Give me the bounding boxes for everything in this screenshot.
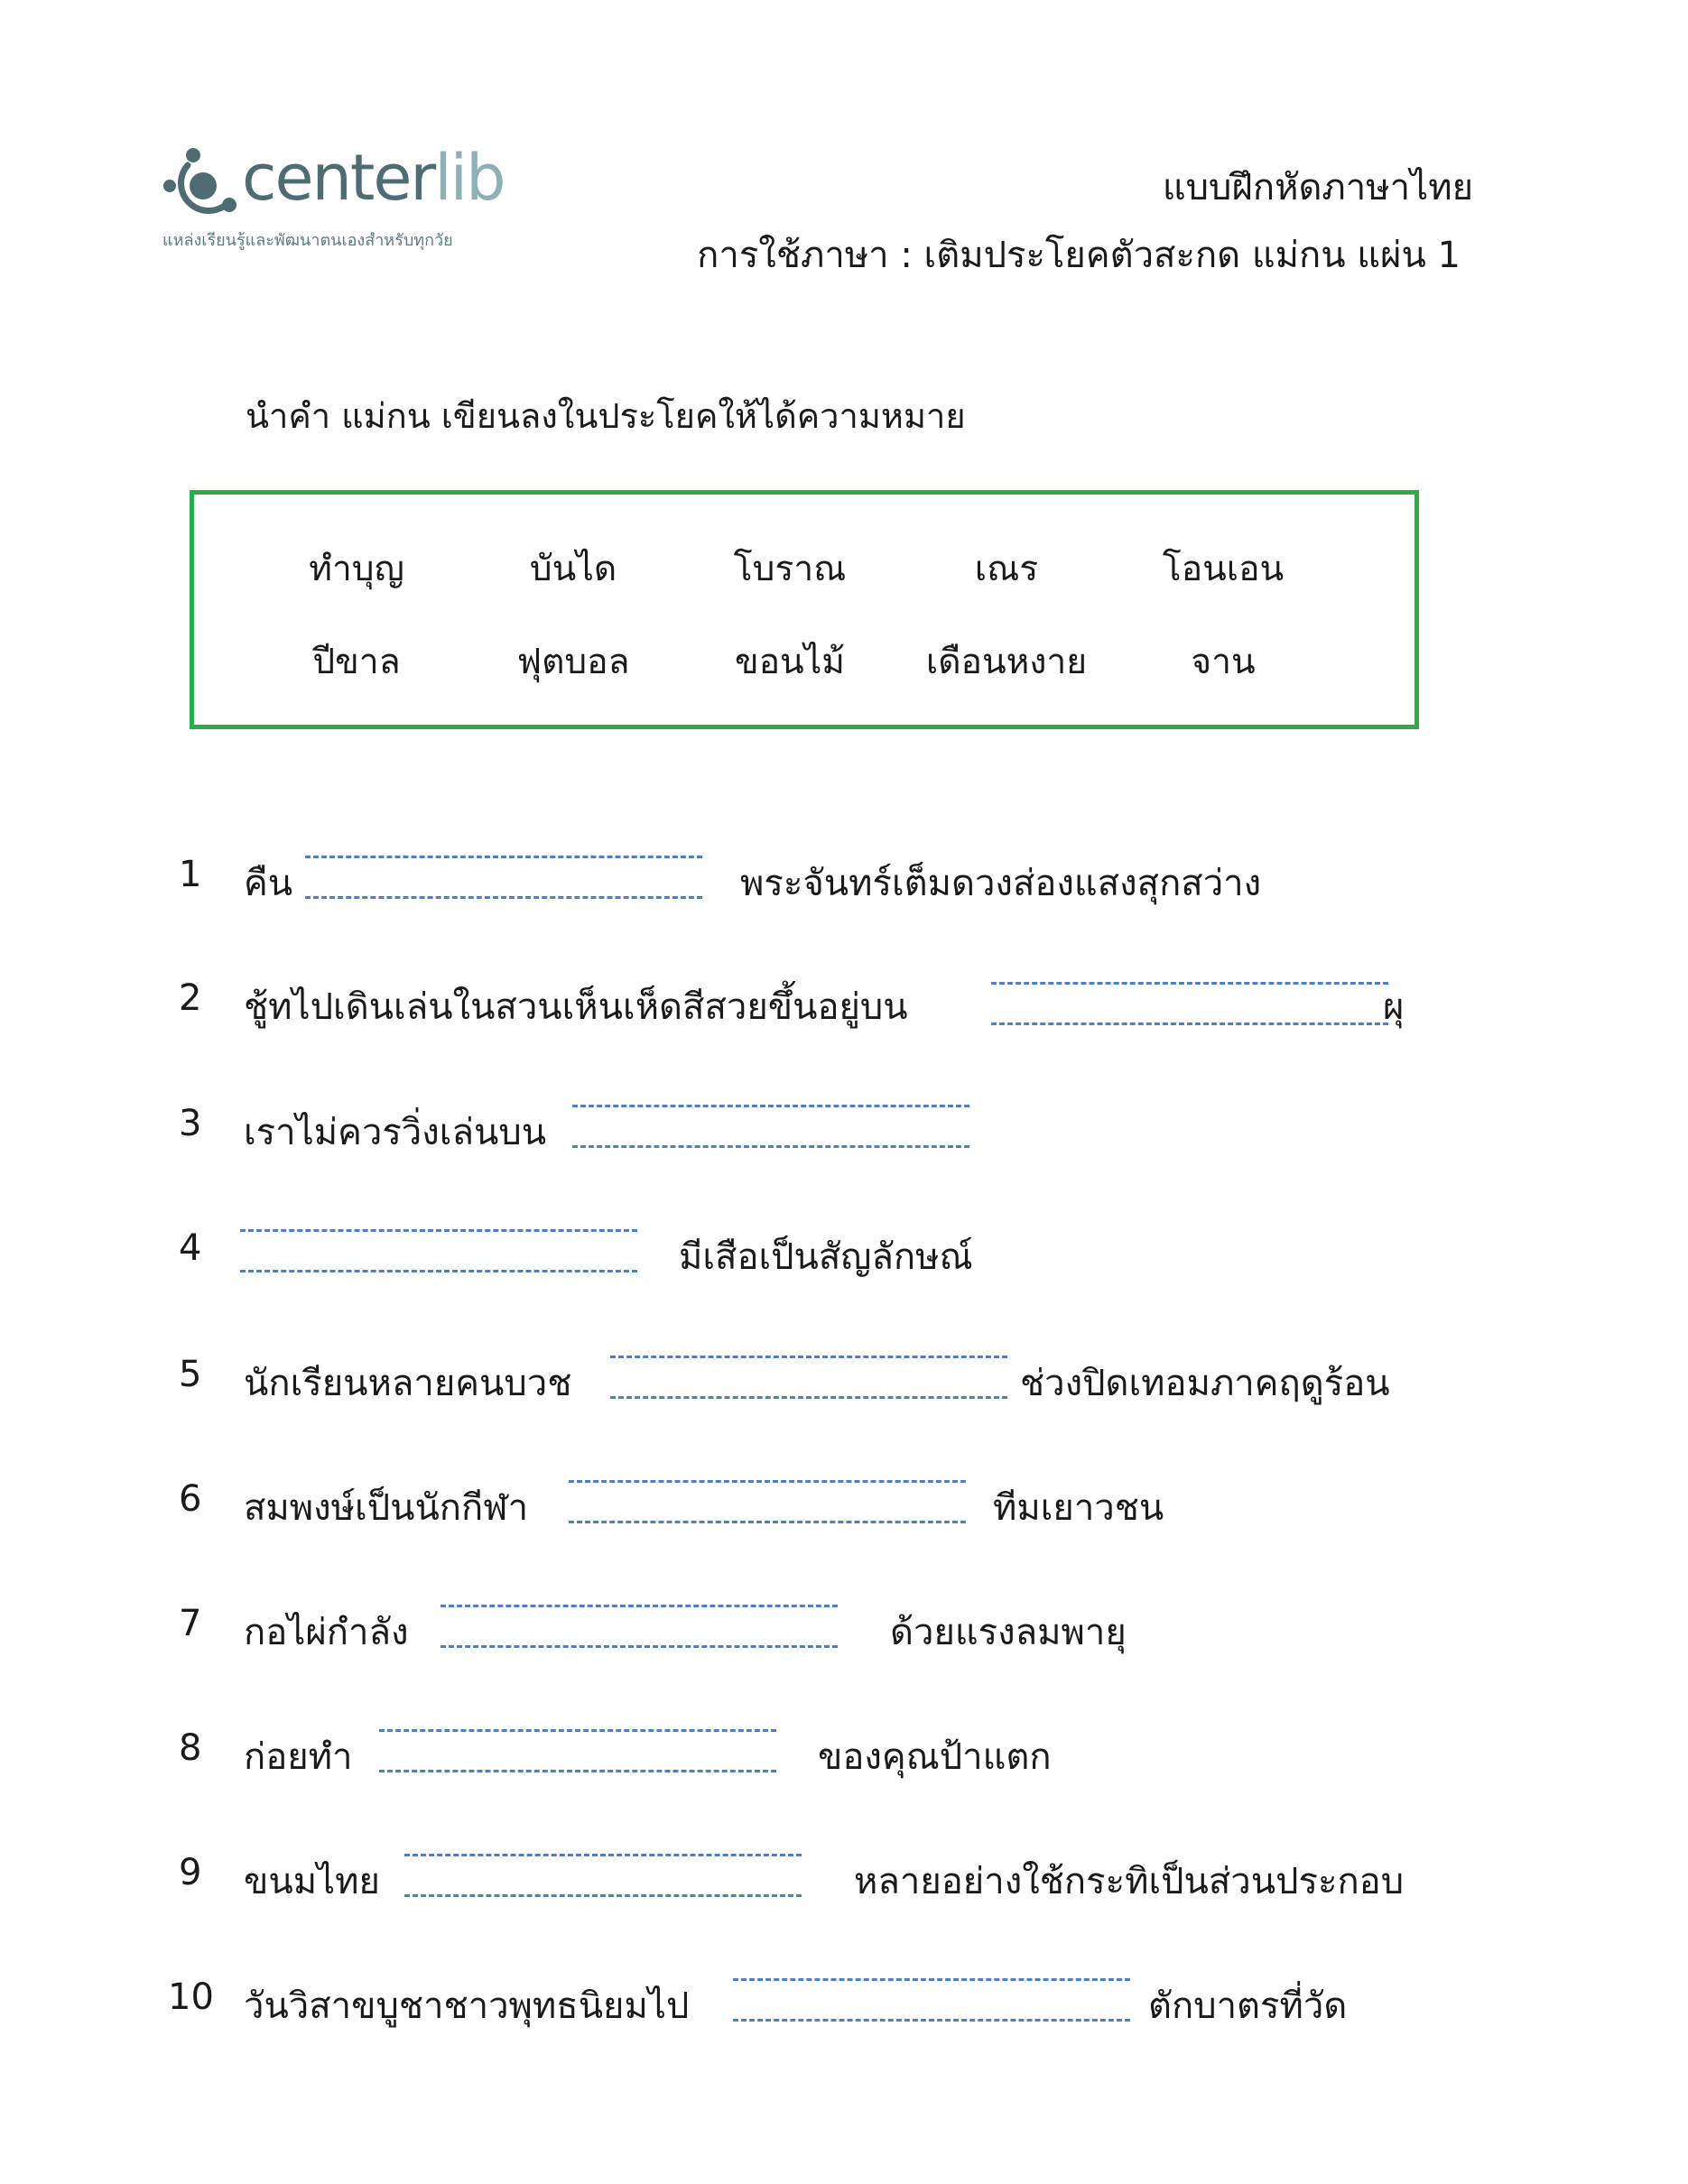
answer-blank[interactable] xyxy=(404,1854,802,1897)
logo-tagline: แหล่งเรียนรู้และพัฒนาตนเองสำหรับทุกวัย xyxy=(162,231,453,250)
question-text-after: ผุ xyxy=(1383,986,1405,1028)
logo-wordmark xyxy=(242,140,505,216)
word-bank-word: ฟุตบอล xyxy=(516,642,630,682)
question-text-before: นักเรียนหลายคนบวช xyxy=(244,1363,572,1404)
answer-blank[interactable] xyxy=(572,1105,969,1148)
answer-blank[interactable] xyxy=(991,982,1388,1025)
answer-blank[interactable] xyxy=(441,1605,838,1648)
question-text-before: สมพงษ์เป็นนักกีฬา xyxy=(244,1487,529,1529)
question-text-before: วันวิสาขบูชาชาวพุทธนิยมไป xyxy=(244,1985,690,2027)
answer-blank[interactable] xyxy=(240,1229,637,1272)
question-number: 3 xyxy=(179,1103,202,1144)
word-bank-word: โอนเอน xyxy=(1162,549,1285,589)
answer-blank[interactable] xyxy=(733,1978,1130,2022)
word-bank-word: เณร xyxy=(974,549,1039,589)
word-bank-word: ขอนไม้ xyxy=(734,642,846,682)
molecule-logo-icon xyxy=(162,145,244,223)
question-number: 6 xyxy=(179,1478,202,1520)
instruction-text: นำคำ แม่กน เขียนลงในประโยคให้ได้ความหมาย xyxy=(246,396,966,436)
word-bank-word: ทำบุญ xyxy=(309,549,404,589)
question-text-after: ตักบาตรที่วัด xyxy=(1148,1985,1348,2027)
question-text-before: ชู้ทไปเดินเล่นในสวนเห็นเห็ดสีสวยขึ้นอยู่บน xyxy=(244,986,908,1028)
answer-blank[interactable] xyxy=(305,856,702,899)
question-text-after: พระจันทร์เต็มดวงส่องแสงสุกสว่าง xyxy=(740,863,1262,904)
question-text-after: ด้วยแรงลมพายุ xyxy=(890,1612,1127,1653)
question-text-after: มีเสือเป็นสัญลักษณ์ xyxy=(679,1236,973,1278)
question-text-after: ทีมเยาวชน xyxy=(993,1487,1164,1529)
word-bank-word: โบราณ xyxy=(733,549,847,589)
question-text-before: คืน xyxy=(244,863,293,904)
worksheet-title: แบบฝึกหัดภาษาไทย xyxy=(1162,167,1473,208)
question-text-before: ขนมไทย xyxy=(244,1861,380,1902)
question-number: 8 xyxy=(179,1727,202,1769)
question-text-after: ของคุณป้าแตก xyxy=(818,1736,1052,1778)
worksheet-subtitle: การใช้ภาษา : เติมประโยคตัวสะกด แม่กน แผ่น 1 xyxy=(697,235,1461,276)
answer-blank[interactable] xyxy=(569,1480,966,1523)
logo-word-center: center xyxy=(242,141,435,215)
word-bank-word: บันได xyxy=(529,549,617,589)
question-number: 4 xyxy=(179,1227,202,1269)
logo-word-lib: lib xyxy=(434,141,505,215)
answer-blank[interactable] xyxy=(379,1729,776,1772)
word-bank-word: ปีขาล xyxy=(312,642,401,682)
question-number: 5 xyxy=(179,1354,202,1395)
question-text-before: เราไม่ควรวิ่งเล่นบน xyxy=(244,1112,547,1153)
question-number: 2 xyxy=(179,977,202,1019)
answer-blank[interactable] xyxy=(610,1356,1007,1399)
question-text-after: ช่วงปิดเทอมภาคฤดูร้อน xyxy=(1020,1363,1390,1404)
word-bank-word: จาน xyxy=(1191,642,1256,682)
question-number: 9 xyxy=(179,1852,202,1893)
question-number: 1 xyxy=(179,854,202,895)
word-bank-word: เดือนหงาย xyxy=(925,642,1088,682)
centerlib-logo xyxy=(162,140,542,257)
question-text-before: กอไผ่กำลัง xyxy=(244,1612,409,1653)
question-text-before: ก่อยทำ xyxy=(244,1736,353,1778)
question-number: 10 xyxy=(168,1976,214,2018)
question-text-after: หลายอย่างใช้กระทิเป็นส่วนประกอบ xyxy=(854,1861,1405,1902)
question-number: 7 xyxy=(179,1603,202,1644)
word-bank-box xyxy=(190,490,1419,729)
